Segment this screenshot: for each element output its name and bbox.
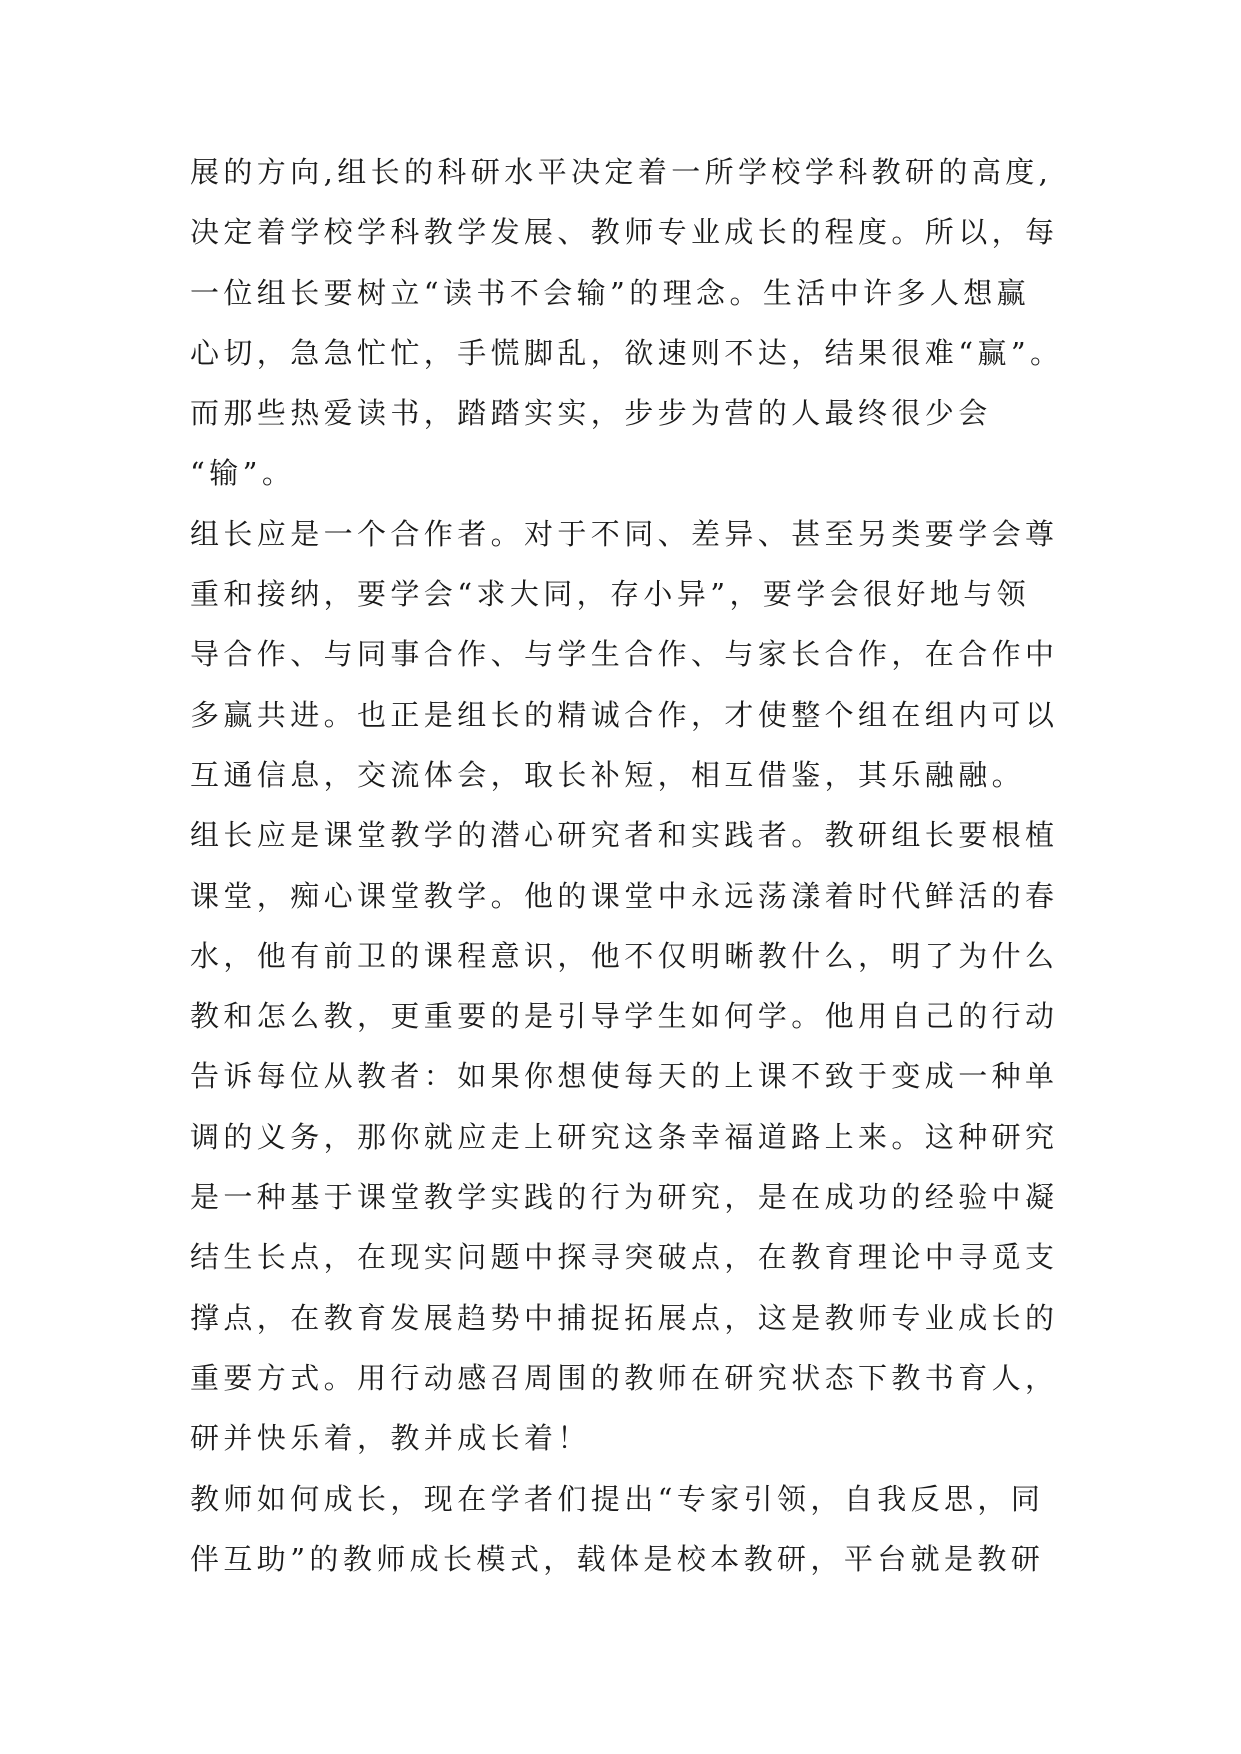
text-line: 一位组长要树立“读书不会输”的理念。生活中许多人想赢 xyxy=(190,275,1031,310)
text-line: 多赢共进。也正是组长的精诚合作，才使整个组在组内可以 xyxy=(190,697,1059,732)
text-line: 组长应是课堂教学的潜心研究者和实践者。教研组长要根植 xyxy=(190,818,1059,853)
text-line: “输”。 xyxy=(190,456,296,491)
text-line: 告诉每位从教者：如果你想使每天的上课不致于变成一种单 xyxy=(190,1059,1059,1094)
text-line: 调的义务，那你就应走上研究这条幸福道路上来。这种研究 xyxy=(190,1119,1059,1154)
text-line: 撑点，在教育发展趋势中捕捉拓展点，这是教师专业成长的 xyxy=(190,1300,1059,1335)
text-line: 重要方式。用行动感召周围的教师在研究状态下教书育人， xyxy=(190,1360,1059,1395)
text-line: 结生长点，在现实问题中探寻突破点，在教育理论中寻觅支 xyxy=(190,1240,1059,1275)
text-line: 导合作、与同事合作、与学生合作、与家长合作，在合作中 xyxy=(190,637,1059,672)
text-line: 重和接纳，要学会“求大同，存小异”，要学会很好地与领 xyxy=(190,577,1031,612)
text-line: 决定着学校学科教学发展、教师专业成长的程度。所以，每 xyxy=(190,215,1059,250)
text-line: 互通信息，交流体会，取长补短，相互借鉴，其乐融融。 xyxy=(190,757,1026,792)
text-line: 是一种基于课堂教学实践的行为研究，是在成功的经验中凝 xyxy=(190,1180,1059,1215)
text-line: 课堂，痴心课堂教学。他的课堂中永远荡漾着时代鲜活的春 xyxy=(190,878,1059,913)
text-line: 水，他有前卫的课程意识，他不仅明晰教什么，明了为什么 xyxy=(190,938,1059,973)
text-line: 组长应是一个合作者。对于不同、差异、甚至另类要学会尊 xyxy=(190,516,1059,551)
text-line: 而那些热爱读书，踏踏实实，步步为营的人最终很少会 xyxy=(190,396,992,431)
text-line: 展的方向,组长的科研水平决定着一所学校学科教研的高度, xyxy=(190,155,1053,189)
text-line: 心切，急急忙忙，手慌脚乱，欲速则不达，结果很难“赢”。 xyxy=(190,335,1064,370)
body-text xyxy=(190,142,1090,1589)
text-line: 研并快乐着，教并成长着！ xyxy=(190,1421,591,1456)
text-line: 教师如何成长，现在学者们提出“专家引领，自我反思，同 xyxy=(190,1481,1045,1516)
text-line: 教和怎么教，更重要的是引导学生如何学。他用自己的行动 xyxy=(190,999,1059,1034)
text-line: 伴互助”的教师成长模式，载体是校本教研，平台就是教研 xyxy=(190,1541,1045,1576)
